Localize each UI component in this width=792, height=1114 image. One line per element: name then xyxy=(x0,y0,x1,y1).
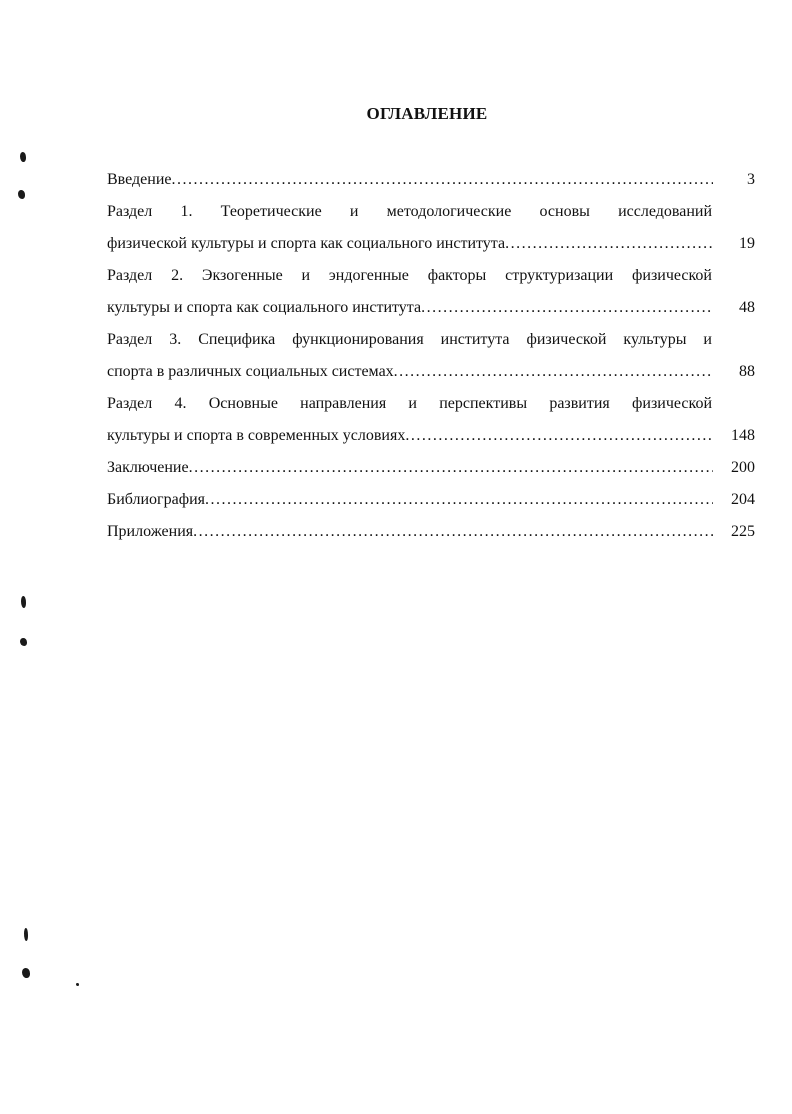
toc-entry-introduction[interactable] xyxy=(107,164,755,196)
toc-entry-line xyxy=(107,164,755,196)
toc-page-number: 148 xyxy=(731,427,755,444)
scan-speck xyxy=(18,190,25,199)
toc-entry-line xyxy=(107,420,755,452)
scan-speck xyxy=(20,638,27,646)
scan-speck xyxy=(22,968,30,978)
toc-entry-conclusion[interactable] xyxy=(107,452,755,484)
toc-entry-line xyxy=(107,516,755,548)
toc-entry-section-3[interactable] xyxy=(107,324,755,388)
toc-page-number: 48 xyxy=(739,299,755,316)
toc-entry-section-2[interactable] xyxy=(107,260,755,324)
toc-entry-appendices[interactable] xyxy=(107,516,755,548)
toc-page-number: 225 xyxy=(731,523,755,540)
dot-leader xyxy=(405,420,713,452)
toc-entry-line xyxy=(107,292,755,324)
toc-entry-title-line: Раздел 1. Теоретические и методологические основы исследований xyxy=(107,203,712,220)
table-of-contents xyxy=(107,164,755,548)
toc-page-number: 88 xyxy=(739,363,755,380)
toc-entry-title: Введение xyxy=(107,171,172,188)
toc-entry-line xyxy=(107,452,755,484)
toc-entry-title: культуры и спорта как социального института xyxy=(107,299,422,316)
toc-page-number: 204 xyxy=(731,491,755,508)
toc-entry-title: культуры и спорта в современных условиях xyxy=(107,427,406,444)
toc-entry-line xyxy=(107,228,755,260)
toc-entry-title-line: Раздел 3. Специфика функционирования института физической культуры и xyxy=(107,331,712,348)
toc-entry-section-1[interactable] xyxy=(107,196,755,260)
toc-entry-title-line: Раздел 4. Основные направления и перспективы развития физической xyxy=(107,395,712,412)
scan-speck xyxy=(20,152,26,162)
dot-leader xyxy=(205,484,713,516)
scan-speck xyxy=(24,928,28,941)
toc-entry-bibliography[interactable] xyxy=(107,484,755,516)
toc-page-number: 19 xyxy=(739,235,755,252)
scan-speck xyxy=(76,983,79,986)
toc-entry-line xyxy=(107,356,755,388)
dot-leader xyxy=(189,452,713,484)
dot-leader xyxy=(394,356,713,388)
toc-entry-title-line: Раздел 2. Экзогенные и эндогенные факторы структуризации физической xyxy=(107,267,712,284)
dot-leader xyxy=(505,228,713,260)
toc-entry-section-4[interactable] xyxy=(107,388,755,452)
toc-page-number: 3 xyxy=(747,171,755,188)
dot-leader xyxy=(193,516,713,548)
toc-entry-title: физической культуры и спорта как социального института xyxy=(107,235,506,252)
toc-entry-title: Приложения xyxy=(107,523,194,540)
scan-speck xyxy=(21,596,26,608)
toc-entry-line xyxy=(107,484,755,516)
toc-page-number: 200 xyxy=(731,459,755,476)
toc-entry-title: Заключение xyxy=(107,459,189,476)
toc-entry-title: Библиография xyxy=(107,491,205,508)
dot-leader xyxy=(421,292,713,324)
page-title: ОГЛАВЛЕНИЕ xyxy=(366,104,488,123)
dot-leader xyxy=(172,164,714,196)
toc-entry-title: спорта в различных социальных системах xyxy=(107,363,394,380)
